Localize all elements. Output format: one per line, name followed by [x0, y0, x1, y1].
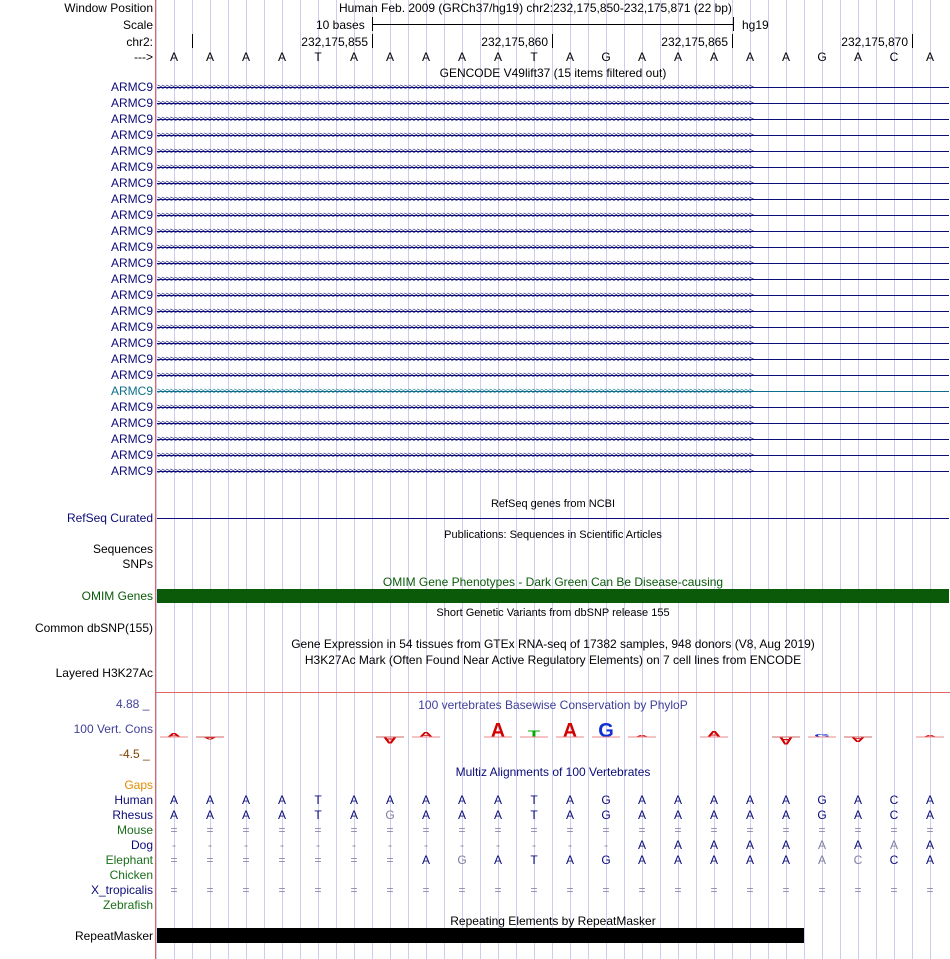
multiz-base: A — [673, 808, 682, 822]
multiz-base: = — [206, 853, 214, 867]
multiz-base: A — [421, 793, 430, 807]
conservation-logo-letter: A — [202, 736, 218, 740]
conservation-max: 4.88 _ — [116, 697, 150, 711]
multiz-base: = — [458, 823, 466, 837]
multiz-base: = — [602, 883, 610, 897]
multiz-base: A — [637, 808, 646, 822]
multiz-base: T — [314, 793, 322, 807]
multiz-base: = — [854, 883, 862, 897]
multiz-base: - — [352, 838, 356, 852]
multiz-base: = — [278, 823, 286, 837]
multiz-base: = — [458, 883, 466, 897]
ruler-tick-label: 232,175,855 — [301, 35, 368, 49]
multiz-base: = — [170, 853, 178, 867]
multiz-base: C — [889, 808, 899, 822]
ruler-tick — [372, 34, 373, 48]
multiz-base: = — [530, 883, 538, 897]
multiz-base: = — [314, 853, 322, 867]
gencode-gene-label[interactable]: ARMC9 — [110, 464, 153, 478]
multiz-base: - — [568, 838, 572, 852]
multiz-base: = — [638, 823, 646, 837]
gencode-strand-arrows: >>>>>>>>>>>>>>>>>>>>>>>>>>>>>>>>>>>>>>>>>>>>>>>>>>>>>>>>>>>>>>>>>>>>>>>>>>>>>>>>>>>>>>>>>>>>>>>>>>>>>>>>>>>>>>>>>>>>>>>>>>>>>>>>>>>>>>>>>>>> — [157, 291, 753, 300]
h3k27ac-title: H3K27Ac Mark (Often Found Near Active Regulatory Elements) on 7 cell lines from ENCODE — [304, 653, 802, 667]
conservation-label[interactable]: 100 Vert. Cons — [73, 722, 153, 736]
ruler-tick — [732, 34, 733, 48]
conservation-logo-letter: A — [922, 734, 938, 738]
scale-bar-left-cap — [372, 17, 373, 31]
multiz-base: A — [637, 793, 646, 807]
multiz-base: A — [565, 853, 574, 867]
gencode-gene-label[interactable]: ARMC9 — [110, 96, 153, 110]
multiz-base: - — [604, 838, 608, 852]
gencode-strand-arrows: >>>>>>>>>>>>>>>>>>>>>>>>>>>>>>>>>>>>>>>>>>>>>>>>>>>>>>>>>>>>>>>>>>>>>>>>>>>>>>>>>>>>>>>>>>>>>>>>>>>>>>>>>>>>>>>>>>>>>>>>>>>>>>>>>>>>>>>>>>>> — [157, 403, 753, 412]
gencode-strand-arrows: >>>>>>>>>>>>>>>>>>>>>>>>>>>>>>>>>>>>>>>>>>>>>>>>>>>>>>>>>>>>>>>>>>>>>>>>>>>>>>>>>>>>>>>>>>>>>>>>>>>>>>>>>>>>>>>>>>>>>>>>>>>>>>>>>>>>>>>>>>>> — [157, 387, 753, 396]
multiz-species-label[interactable]: X_tropicalis — [90, 883, 153, 897]
multiz-base: = — [818, 823, 826, 837]
gencode-strand-arrows: >>>>>>>>>>>>>>>>>>>>>>>>>>>>>>>>>>>>>>>>>>>>>>>>>>>>>>>>>>>>>>>>>>>>>>>>>>>>>>>>>>>>>>>>>>>>>>>>>>>>>>>>>>>>>>>>>>>>>>>>>>>>>>>>>>>>>>>>>>>> — [157, 227, 753, 236]
multiz-base: A — [457, 808, 466, 822]
multiz-base: - — [388, 838, 392, 852]
multiz-base: A — [745, 793, 754, 807]
gencode-strand-arrows: >>>>>>>>>>>>>>>>>>>>>>>>>>>>>>>>>>>>>>>>>>>>>>>>>>>>>>>>>>>>>>>>>>>>>>>>>>>>>>>>>>>>>>>>>>>>>>>>>>>>>>>>>>>>>>>>>>>>>>>>>>>>>>>>>>>>>>>>>>>> — [157, 371, 753, 380]
gencode-gene-label[interactable]: ARMC9 — [110, 352, 153, 366]
multiz-base: A — [925, 838, 934, 852]
scale-text: 10 bases — [316, 18, 365, 32]
refseq-title: RefSeq genes from NCBI — [490, 498, 616, 510]
gencode-gene-label[interactable]: ARMC9 — [110, 320, 153, 334]
multiz-base: = — [314, 883, 322, 897]
multiz-species-label[interactable]: Chicken — [109, 868, 153, 882]
multiz-base: A — [745, 838, 754, 852]
multiz-base: A — [565, 793, 574, 807]
multiz-species-label[interactable]: Zebrafish — [102, 898, 153, 912]
gencode-gene-label[interactable]: ARMC9 — [110, 384, 153, 398]
multiz-base: = — [422, 823, 430, 837]
h3k27ac-label[interactable]: Layered H3K27Ac — [55, 666, 153, 680]
conservation-logo-letter: A — [562, 719, 578, 743]
multiz-base: - — [460, 838, 464, 852]
multiz-base: C — [889, 853, 899, 867]
strand-label: ---> — [134, 50, 153, 64]
multiz-base: A — [709, 793, 718, 807]
multiz-base: A — [781, 853, 790, 867]
multiz-base: = — [494, 883, 502, 897]
multiz-base: A — [781, 793, 790, 807]
multiz-base: A — [709, 808, 718, 822]
sequence-base: A — [169, 50, 178, 64]
multiz-base: = — [206, 883, 214, 897]
multiz-base: A — [493, 793, 502, 807]
multiz-base: C — [889, 793, 899, 807]
multiz-species-label[interactable]: Rhesus — [112, 808, 153, 822]
sequence-base: C — [889, 50, 899, 64]
gencode-strand-arrows: >>>>>>>>>>>>>>>>>>>>>>>>>>>>>>>>>>>>>>>>>>>>>>>>>>>>>>>>>>>>>>>>>>>>>>>>>>>>>>>>>>>>>>>>>>>>>>>>>>>>>>>>>>>>>>>>>>>>>>>>>>>>>>>>>>>>>>>>>>>> — [157, 339, 753, 348]
gencode-gene-label[interactable]: ARMC9 — [110, 432, 153, 446]
gencode-gene-label[interactable]: ARMC9 — [110, 160, 153, 174]
sequence-base: T — [530, 50, 538, 64]
multiz-base: = — [674, 883, 682, 897]
gencode-strand-arrows: >>>>>>>>>>>>>>>>>>>>>>>>>>>>>>>>>>>>>>>>>>>>>>>>>>>>>>>>>>>>>>>>>>>>>>>>>>>>>>>>>>>>>>>>>>>>>>>>>>>>>>>>>>>>>>>>>>>>>>>>>>>>>>>>>>>>>>>>>>>> — [157, 163, 753, 172]
gencode-strand-arrows: >>>>>>>>>>>>>>>>>>>>>>>>>>>>>>>>>>>>>>>>>>>>>>>>>>>>>>>>>>>>>>>>>>>>>>>>>>>>>>>>>>>>>>>>>>>>>>>>>>>>>>>>>>>>>>>>>>>>>>>>>>>>>>>>>>>>>>>>>>>> — [157, 243, 753, 252]
gencode-strand-arrows: >>>>>>>>>>>>>>>>>>>>>>>>>>>>>>>>>>>>>>>>>>>>>>>>>>>>>>>>>>>>>>>>>>>>>>>>>>>>>>>>>>>>>>>>>>>>>>>>>>>>>>>>>>>>>>>>>>>>>>>>>>>>>>>>>>>>>>>>>>>> — [157, 355, 753, 364]
multiz-base: A — [493, 808, 502, 822]
multiz-base: = — [350, 823, 358, 837]
multiz-base: A — [709, 838, 718, 852]
conservation-logo-letter: A — [166, 732, 182, 739]
multiz-base: A — [421, 808, 430, 822]
multiz-base: A — [385, 793, 394, 807]
multiz-base: A — [457, 793, 466, 807]
multiz-base: G — [385, 808, 395, 822]
multiz-base: G — [601, 853, 611, 867]
multiz-base: A — [637, 853, 646, 867]
gencode-gene-label[interactable]: ARMC9 — [110, 176, 153, 190]
conservation-title: 100 vertebrates Basewise Conservation by PhyloP — [418, 698, 688, 712]
multiz-base: A — [781, 808, 790, 822]
omim-bar[interactable] — [157, 589, 949, 603]
conservation-min: -4.5 _ — [119, 747, 150, 761]
conservation-logo-letter: A — [490, 719, 506, 743]
multiz-base: = — [350, 853, 358, 867]
multiz-base: A — [673, 853, 682, 867]
multiz-base: C — [853, 853, 863, 867]
conservation-plot[interactable] — [156, 706, 950, 766]
sequences-label[interactable]: Sequences — [92, 542, 153, 556]
gencode-strand-arrows: >>>>>>>>>>>>>>>>>>>>>>>>>>>>>>>>>>>>>>>>>>>>>>>>>>>>>>>>>>>>>>>>>>>>>>>>>>>>>>>>>>>>>>>>>>>>>>>>>>>>>>>>>>>>>>>>>>>>>>>>>>>>>>>>>>>>>>>>>>>> — [157, 419, 753, 428]
sequence-base: A — [745, 50, 754, 64]
conservation-logo-letter: A — [850, 735, 866, 743]
gencode-gene-label[interactable]: ARMC9 — [110, 416, 153, 430]
multiz-base: = — [890, 823, 898, 837]
sequence-base: T — [314, 50, 322, 64]
multiz-base: A — [853, 838, 862, 852]
multiz-base: - — [172, 838, 176, 852]
multiz-base: A — [709, 853, 718, 867]
multiz-base: = — [422, 883, 430, 897]
scale-bar-right-cap — [733, 17, 734, 31]
gtex-title: Gene Expression in 54 tissues from GTEx RNA-seq of 17382 samples, 948 donors (V8, Aug 2019) — [291, 637, 815, 651]
snps-label[interactable]: SNPs — [122, 557, 153, 571]
multiz-base: - — [496, 838, 500, 852]
multiz-species-label[interactable]: Elephant — [105, 853, 153, 867]
multiz-base: A — [277, 793, 286, 807]
multiz-base: - — [316, 838, 320, 852]
multiz-base: = — [638, 883, 646, 897]
conservation-logo-letter: G — [814, 733, 830, 739]
multiz-base: = — [818, 883, 826, 897]
gencode-gene-label[interactable]: ARMC9 — [110, 336, 153, 350]
gencode-strand-arrows: >>>>>>>>>>>>>>>>>>>>>>>>>>>>>>>>>>>>>>>>>>>>>>>>>>>>>>>>>>>>>>>>>>>>>>>>>>>>>>>>>>>>>>>>>>>>>>>>>>>>>>>>>>>>>>>>>>>>>>>>>>>>>>>>>>>>>>>>>>>> — [157, 275, 753, 284]
repeatmasker-bar[interactable] — [157, 928, 804, 943]
gencode-gene-label[interactable]: ARMC9 — [110, 192, 153, 206]
multiz-base: = — [170, 823, 178, 837]
multiz-base: A — [565, 808, 574, 822]
gencode-gene-label[interactable]: ARMC9 — [110, 112, 153, 126]
scale-db: hg19 — [742, 18, 769, 32]
gencode-strand-arrows: >>>>>>>>>>>>>>>>>>>>>>>>>>>>>>>>>>>>>>>>>>>>>>>>>>>>>>>>>>>>>>>>>>>>>>>>>>>>>>>>>>>>>>>>>>>>>>>>>>>>>>>>>>>>>>>>>>>>>>>>>>>>>>>>>>>>>>>>>>>> — [157, 451, 753, 460]
multiz-base: = — [206, 823, 214, 837]
multiz-base: = — [890, 883, 898, 897]
conservation-logo-letter: G — [598, 719, 614, 743]
gencode-strand-arrows: >>>>>>>>>>>>>>>>>>>>>>>>>>>>>>>>>>>>>>>>>>>>>>>>>>>>>>>>>>>>>>>>>>>>>>>>>>>>>>>>>>>>>>>>>>>>>>>>>>>>>>>>>>>>>>>>>>>>>>>>>>>>>>>>>>>>>>>>>>>> — [157, 99, 753, 108]
multiz-base: A — [673, 838, 682, 852]
multiz-base: = — [566, 883, 574, 897]
multiz-base: = — [782, 823, 790, 837]
multiz-base: A — [817, 838, 826, 852]
multiz-base: A — [925, 793, 934, 807]
multiz-base: T — [314, 808, 322, 822]
multiz-base: - — [280, 838, 284, 852]
assembly-position-text[interactable]: Human Feb. 2009 (GRCh37/hg19) chr2:232,175,850-232,175,871 (22 bp) — [339, 1, 732, 15]
multiz-base: G — [601, 793, 611, 807]
multiz-base: A — [637, 838, 646, 852]
gaps-label: Gaps — [124, 778, 153, 792]
repeatmasker-title: Repeating Elements by RepeatMasker — [450, 914, 656, 928]
multiz-base: = — [170, 883, 178, 897]
multiz-base: A — [349, 808, 358, 822]
multiz-base: A — [925, 808, 934, 822]
sequence-base: A — [205, 50, 214, 64]
multiz-base: = — [530, 823, 538, 837]
multiz-base: = — [278, 853, 286, 867]
dbsnp-label[interactable]: Common dbSNP(155) — [34, 621, 153, 635]
scale-label: Scale — [122, 18, 153, 32]
multiz-base: A — [853, 808, 862, 822]
gencode-strand-arrows: >>>>>>>>>>>>>>>>>>>>>>>>>>>>>>>>>>>>>>>>>>>>>>>>>>>>>>>>>>>>>>>>>>>>>>>>>>>>>>>>>>>>>>>>>>>>>>>>>>>>>>>>>>>>>>>>>>>>>>>>>>>>>>>>>>>>>>>>>>>> — [157, 83, 753, 92]
multiz-base: = — [710, 883, 718, 897]
multiz-base: - — [208, 838, 212, 852]
multiz-base: = — [242, 883, 250, 897]
multiz-title: Multiz Alignments of 100 Vertebrates — [455, 765, 651, 779]
multiz-base: = — [854, 823, 862, 837]
gencode-gene-label[interactable]: ARMC9 — [110, 448, 153, 462]
multiz-base: = — [782, 883, 790, 897]
multiz-base: = — [710, 823, 718, 837]
multiz-base: A — [277, 808, 286, 822]
multiz-base: A — [169, 793, 178, 807]
multiz-base: A — [817, 853, 826, 867]
gencode-gene-label[interactable]: ARMC9 — [110, 128, 153, 142]
omim-title: OMIM Gene Phenotypes - Dark Green Can Be Disease-causing — [382, 575, 724, 589]
multiz-base: = — [926, 823, 934, 837]
chrom-label: chr2: — [126, 35, 153, 49]
gencode-gene-label[interactable]: ARMC9 — [110, 304, 153, 318]
conservation-logo-letter: A — [706, 730, 722, 740]
gencode-gene-label[interactable]: ARMC9 — [110, 400, 153, 414]
conservation-logo-letter: A — [634, 734, 650, 738]
refseq-gene-line[interactable] — [157, 518, 949, 519]
multiz-base: = — [566, 823, 574, 837]
multiz-base: A — [853, 793, 862, 807]
conservation-logo-letter: T — [527, 729, 541, 740]
multiz-base: - — [244, 838, 248, 852]
gencode-strand-arrows: >>>>>>>>>>>>>>>>>>>>>>>>>>>>>>>>>>>>>>>>>>>>>>>>>>>>>>>>>>>>>>>>>>>>>>>>>>>>>>>>>>>>>>>>>>>>>>>>>>>>>>>>>>>>>>>>>>>>>>>>>>>>>>>>>>>>>>>>>>>> — [157, 323, 753, 332]
multiz-base: = — [242, 853, 250, 867]
sequence-base: A — [385, 50, 394, 64]
multiz-base: T — [530, 808, 538, 822]
gencode-strand-arrows: >>>>>>>>>>>>>>>>>>>>>>>>>>>>>>>>>>>>>>>>>>>>>>>>>>>>>>>>>>>>>>>>>>>>>>>>>>>>>>>>>>>>>>>>>>>>>>>>>>>>>>>>>>>>>>>>>>>>>>>>>>>>>>>>>>>>>>>>>>>> — [157, 131, 753, 140]
sequence-base: A — [673, 50, 682, 64]
multiz-base: A — [241, 793, 250, 807]
conservation-logo-letter: A — [418, 731, 434, 739]
sequence-base: A — [421, 50, 430, 64]
multiz-base: G — [817, 808, 827, 822]
gencode-gene-label[interactable]: ARMC9 — [110, 368, 153, 382]
gencode-strand-arrows: >>>>>>>>>>>>>>>>>>>>>>>>>>>>>>>>>>>>>>>>>>>>>>>>>>>>>>>>>>>>>>>>>>>>>>>>>>>>>>>>>>>>>>>>>>>>>>>>>>>>>>>>>>>>>>>>>>>>>>>>>>>>>>>>>>>>>>>>>>>> — [157, 195, 753, 204]
multiz-base: = — [350, 883, 358, 897]
sequence-base: G — [817, 50, 827, 64]
multiz-base: T — [530, 853, 538, 867]
multiz-base: A — [925, 853, 934, 867]
gencode-gene-label[interactable]: ARMC9 — [110, 256, 153, 270]
multiz-base: = — [746, 883, 754, 897]
gencode-gene-label[interactable]: ARMC9 — [110, 224, 153, 238]
ruler-tick-label: 232,175,865 — [661, 35, 728, 49]
sequence-base: G — [601, 50, 611, 64]
multiz-species-label[interactable]: Mouse — [116, 823, 153, 837]
ruler-tick-label: 232,175,870 — [841, 35, 908, 49]
sequence-base: A — [457, 50, 466, 64]
gencode-gene-label[interactable]: ARMC9 — [110, 80, 153, 94]
multiz-base: = — [926, 883, 934, 897]
gencode-strand-arrows: >>>>>>>>>>>>>>>>>>>>>>>>>>>>>>>>>>>>>>>>>>>>>>>>>>>>>>>>>>>>>>>>>>>>>>>>>>>>>>>>>>>>>>>>>>>>>>>>>>>>>>>>>>>>>>>>>>>>>>>>>>>>>>>>>>>>>>>>>>>> — [157, 179, 753, 188]
sequence-base: A — [925, 50, 934, 64]
multiz-base: A — [205, 793, 214, 807]
ruler-tick — [912, 34, 913, 48]
gencode-strand-arrows: >>>>>>>>>>>>>>>>>>>>>>>>>>>>>>>>>>>>>>>>>>>>>>>>>>>>>>>>>>>>>>>>>>>>>>>>>>>>>>>>>>>>>>>>>>>>>>>>>>>>>>>>>>>>>>>>>>>>>>>>>>>>>>>>>>>>>>>>>>>> — [157, 211, 753, 220]
multiz-base: = — [494, 823, 502, 837]
multiz-base: = — [602, 823, 610, 837]
multiz-base: = — [746, 823, 754, 837]
ruler-tick-label: 232,175,860 — [481, 35, 548, 49]
dbsnp-title: Short Genetic Variants from dbSNP release 155 — [436, 607, 670, 619]
gencode-gene-label[interactable]: ARMC9 — [110, 272, 153, 286]
sequence-base: A — [493, 50, 502, 64]
sequence-base: A — [565, 50, 574, 64]
sequence-base: A — [709, 50, 718, 64]
multiz-base: = — [242, 823, 250, 837]
gencode-title: GENCODE V49lift37 (15 items filtered out) — [439, 66, 667, 80]
refseq-label[interactable]: RefSeq Curated — [66, 511, 153, 525]
gencode-strand-arrows: >>>>>>>>>>>>>>>>>>>>>>>>>>>>>>>>>>>>>>>>>>>>>>>>>>>>>>>>>>>>>>>>>>>>>>>>>>>>>>>>>>>>>>>>>>>>>>>>>>>>>>>>>>>>>>>>>>>>>>>>>>>>>>>>>>>>>>>>>>>> — [157, 115, 753, 124]
multiz-base: = — [386, 853, 394, 867]
sequence-base: A — [241, 50, 250, 64]
multiz-base: A — [241, 808, 250, 822]
gencode-strand-arrows: >>>>>>>>>>>>>>>>>>>>>>>>>>>>>>>>>>>>>>>>>>>>>>>>>>>>>>>>>>>>>>>>>>>>>>>>>>>>>>>>>>>>>>>>>>>>>>>>>>>>>>>>>>>>>>>>>>>>>>>>>>>>>>>>>>>>>>>>>>>> — [157, 307, 753, 316]
multiz-base: G — [457, 853, 467, 867]
multiz-base: = — [386, 823, 394, 837]
multiz-base: T — [530, 793, 538, 807]
multiz-base: G — [817, 793, 827, 807]
multiz-base: = — [314, 823, 322, 837]
gencode-gene-label[interactable]: ARMC9 — [110, 288, 153, 302]
publications-title: Publications: Sequences in Scientific Articles — [444, 529, 662, 541]
sequence-base: A — [349, 50, 358, 64]
multiz-base: A — [205, 808, 214, 822]
conservation-logo-letter: A — [382, 734, 398, 745]
gencode-strand-arrows: >>>>>>>>>>>>>>>>>>>>>>>>>>>>>>>>>>>>>>>>>>>>>>>>>>>>>>>>>>>>>>>>>>>>>>>>>>>>>>>>>>>>>>>>>>>>>>>>>>>>>>>>>>>>>>>>>>>>>>>>>>>>>>>>>>>>>>>>>>>> — [157, 435, 753, 444]
multiz-base: = — [674, 823, 682, 837]
h3k27ac-baseline — [156, 692, 950, 693]
multiz-base: - — [532, 838, 536, 852]
multiz-base: G — [601, 808, 611, 822]
multiz-base: = — [386, 883, 394, 897]
gencode-strand-arrows: >>>>>>>>>>>>>>>>>>>>>>>>>>>>>>>>>>>>>>>>>>>>>>>>>>>>>>>>>>>>>>>>>>>>>>>>>>>>>>>>>>>>>>>>>>>>>>>>>>>>>>>>>>>>>>>>>>>>>>>>>>>>>>>>>>>>>>>>>>>> — [157, 467, 753, 476]
multiz-base: A — [421, 853, 430, 867]
sequence-base: A — [637, 50, 646, 64]
multiz-base: A — [745, 853, 754, 867]
ruler-tick — [552, 34, 553, 48]
multiz-base: A — [781, 838, 790, 852]
window-position-label: Window Position — [64, 1, 153, 15]
ruler-tick — [192, 34, 193, 48]
multiz-species-label[interactable]: Human — [114, 793, 153, 807]
multiz-base: - — [424, 838, 428, 852]
gencode-gene-label[interactable]: ARMC9 — [110, 208, 153, 222]
multiz-base: A — [169, 808, 178, 822]
multiz-base: = — [278, 883, 286, 897]
multiz-base: A — [889, 838, 898, 852]
gencode-gene-label[interactable]: ARMC9 — [110, 240, 153, 254]
repeatmasker-label[interactable]: RepeatMasker — [74, 929, 153, 943]
gencode-strand-arrows: >>>>>>>>>>>>>>>>>>>>>>>>>>>>>>>>>>>>>>>>>>>>>>>>>>>>>>>>>>>>>>>>>>>>>>>>>>>>>>>>>>>>>>>>>>>>>>>>>>>>>>>>>>>>>>>>>>>>>>>>>>>>>>>>>>>>>>>>>>>> — [157, 259, 753, 268]
omim-label[interactable]: OMIM Genes — [81, 589, 153, 603]
scale-bar — [372, 24, 733, 25]
sequence-base: A — [277, 50, 286, 64]
gencode-gene-label[interactable]: ARMC9 — [110, 144, 153, 158]
multiz-species-label[interactable]: Dog — [130, 838, 153, 852]
multiz-base: A — [493, 853, 502, 867]
sequence-base: A — [781, 50, 790, 64]
conservation-logo-letter: A — [778, 734, 794, 747]
multiz-base: A — [745, 808, 754, 822]
multiz-base: A — [349, 793, 358, 807]
gencode-strand-arrows: >>>>>>>>>>>>>>>>>>>>>>>>>>>>>>>>>>>>>>>>>>>>>>>>>>>>>>>>>>>>>>>>>>>>>>>>>>>>>>>>>>>>>>>>>>>>>>>>>>>>>>>>>>>>>>>>>>>>>>>>>>>>>>>>>>>>>>>>>>>> — [157, 147, 753, 156]
multiz-base: A — [673, 793, 682, 807]
sequence-base: A — [853, 50, 862, 64]
